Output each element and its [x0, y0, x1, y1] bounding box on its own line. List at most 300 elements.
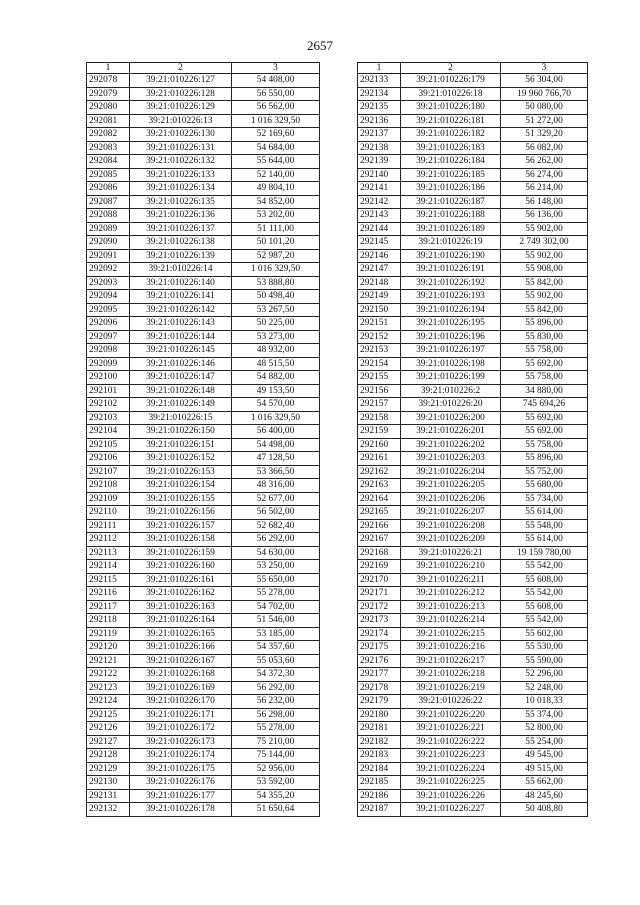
table-row: [358, 74, 588, 88]
value-cell: 55 278,00: [232, 722, 320, 736]
cadastral-number-cell: 39:21:010226:166: [130, 641, 232, 655]
cadastral-number-cell: 39:21:010226:224: [401, 762, 501, 776]
row-number-cell: 292144: [358, 222, 401, 236]
cadastral-number-cell: 39:21:010226:222: [401, 735, 501, 749]
table-row: [358, 803, 588, 817]
row-number-cell: 292093: [87, 276, 130, 290]
row-number-cell: 292105: [87, 438, 130, 452]
cadastral-number-cell: 39:21:010226:127: [130, 74, 232, 88]
row-number-cell: 292170: [358, 573, 401, 587]
value-cell: 75 210,00: [232, 735, 320, 749]
table-row: [87, 627, 320, 641]
row-number-cell: 292131: [87, 789, 130, 803]
row-number-cell: 292112: [87, 533, 130, 547]
header-row: [87, 63, 320, 74]
column-header-2: 2: [130, 63, 232, 74]
table-row: [87, 74, 320, 88]
value-cell: 55 530,00: [501, 641, 588, 655]
table-row: [358, 614, 588, 628]
cadastral-number-cell: 39:21:010226:192: [401, 276, 501, 290]
row-number-cell: 292120: [87, 641, 130, 655]
table-row: [87, 546, 320, 560]
table-row: [87, 182, 320, 196]
table-row: [87, 492, 320, 506]
value-cell: 51 650,64: [232, 803, 320, 817]
row-number-cell: 292175: [358, 641, 401, 655]
cadastral-number-cell: 39:21:010226:189: [401, 222, 501, 236]
table-row: [87, 762, 320, 776]
value-cell: 55 908,00: [501, 263, 588, 277]
row-number-cell: 292096: [87, 317, 130, 331]
table-row: [358, 506, 588, 520]
table-row: [358, 654, 588, 668]
value-cell: 53 273,00: [232, 330, 320, 344]
row-number-cell: 292091: [87, 249, 130, 263]
table-row: [358, 303, 588, 317]
cadastral-number-cell: 39:21:010226:152: [130, 452, 232, 466]
table-row: [87, 560, 320, 574]
value-cell: 55 896,00: [501, 452, 588, 466]
table-row: [87, 114, 320, 128]
row-number-cell: 292081: [87, 114, 130, 128]
cadastral-number-cell: 39:21:010226:201: [401, 425, 501, 439]
row-number-cell: 292108: [87, 479, 130, 493]
cadastral-number-cell: 39:21:010226:225: [401, 776, 501, 790]
value-cell: 55 254,00: [501, 735, 588, 749]
row-number-cell: 292160: [358, 438, 401, 452]
cadastral-number-cell: 39:21:010226:213: [401, 600, 501, 614]
cadastral-number-cell: 39:21:010226:195: [401, 317, 501, 331]
cadastral-number-cell: 39:21:010226:187: [401, 195, 501, 209]
row-number-cell: 292140: [358, 168, 401, 182]
value-cell: 54 357,60: [232, 641, 320, 655]
table-row: [87, 654, 320, 668]
cadastral-number-cell: 39:21:010226:170: [130, 695, 232, 709]
cadastral-number-cell: 39:21:010226:181: [401, 114, 501, 128]
table-row: [87, 641, 320, 655]
cadastral-number-cell: 39:21:010226:136: [130, 209, 232, 223]
cadastral-number-cell: 39:21:010226:135: [130, 195, 232, 209]
value-cell: 55 692,00: [501, 411, 588, 425]
value-cell: 52 677,00: [232, 492, 320, 506]
row-number-cell: 292185: [358, 776, 401, 790]
cadastral-number-cell: 39:21:010226:21: [401, 546, 501, 560]
value-cell: 55 614,00: [501, 506, 588, 520]
table-row: [358, 438, 588, 452]
cadastral-number-cell: 39:21:010226:205: [401, 479, 501, 493]
row-number-cell: 292097: [87, 330, 130, 344]
value-cell: 56 304,00: [501, 74, 588, 88]
cadastral-number-cell: 39:21:010226:217: [401, 654, 501, 668]
row-number-cell: 292169: [358, 560, 401, 574]
table-row: [358, 789, 588, 803]
table-row: [358, 195, 588, 209]
row-number-cell: 292145: [358, 236, 401, 250]
table-row: [358, 708, 588, 722]
table-row: [358, 114, 588, 128]
value-cell: 56 082,00: [501, 141, 588, 155]
row-number-cell: 292149: [358, 290, 401, 304]
cadastral-number-cell: 39:21:010226:154: [130, 479, 232, 493]
value-cell: 52 248,00: [501, 681, 588, 695]
row-number-cell: 292079: [87, 87, 130, 101]
value-cell: 55 842,00: [501, 276, 588, 290]
table-row: [87, 317, 320, 331]
row-number-cell: 292117: [87, 600, 130, 614]
table-row: [87, 276, 320, 290]
cadastral-number-cell: 39:21:010226:219: [401, 681, 501, 695]
table-row: [358, 735, 588, 749]
value-cell: 56 148,00: [501, 195, 588, 209]
row-number-cell: 292121: [87, 654, 130, 668]
cadastral-number-cell: 39:21:010226:172: [130, 722, 232, 736]
cadastral-number-cell: 39:21:010226:22: [401, 695, 501, 709]
cadastral-number-cell: 39:21:010226:144: [130, 330, 232, 344]
row-number-cell: 292102: [87, 398, 130, 412]
value-cell: 55 752,00: [501, 465, 588, 479]
table-row: [358, 87, 588, 101]
cadastral-number-cell: 39:21:010226:202: [401, 438, 501, 452]
cadastral-number-cell: 39:21:010226:185: [401, 168, 501, 182]
row-number-cell: 292139: [358, 155, 401, 169]
cadastral-number-cell: 39:21:010226:193: [401, 290, 501, 304]
cadastral-number-cell: 39:21:010226:200: [401, 411, 501, 425]
table-row: [358, 533, 588, 547]
value-cell: 55 902,00: [501, 222, 588, 236]
value-cell: 55 758,00: [501, 371, 588, 385]
table-row: [87, 209, 320, 223]
row-number-cell: 292162: [358, 465, 401, 479]
table-row: [358, 681, 588, 695]
value-cell: 55 650,00: [232, 573, 320, 587]
row-number-cell: 292134: [358, 87, 401, 101]
row-number-cell: 292133: [358, 74, 401, 88]
table-row: [87, 600, 320, 614]
cadastral-number-cell: 39:21:010226:149: [130, 398, 232, 412]
table-row: [358, 762, 588, 776]
value-cell: 55 644,00: [232, 155, 320, 169]
cadastral-number-cell: 39:21:010226:177: [130, 789, 232, 803]
table-row: [358, 452, 588, 466]
cadastral-number-cell: 39:21:010226:151: [130, 438, 232, 452]
cadastral-number-cell: 39:21:010226:141: [130, 290, 232, 304]
value-cell: 56 232,00: [232, 695, 320, 709]
cadastral-number-cell: 39:21:010226:188: [401, 209, 501, 223]
row-number-cell: 292088: [87, 209, 130, 223]
cadastral-number-cell: 39:21:010226:207: [401, 506, 501, 520]
row-number-cell: 292082: [87, 128, 130, 142]
row-number-cell: 292154: [358, 357, 401, 371]
cadastral-number-cell: 39:21:010226:175: [130, 762, 232, 776]
table-row: [358, 600, 588, 614]
row-number-cell: 292129: [87, 762, 130, 776]
row-number-cell: 292130: [87, 776, 130, 790]
value-cell: 49 515,00: [501, 762, 588, 776]
value-cell: 50 408,80: [501, 803, 588, 817]
value-cell: 52 800,00: [501, 722, 588, 736]
row-number-cell: 292104: [87, 425, 130, 439]
value-cell: 19 159 780,00: [501, 546, 588, 560]
row-number-cell: 292125: [87, 708, 130, 722]
row-number-cell: 292138: [358, 141, 401, 155]
value-cell: 55 602,00: [501, 627, 588, 641]
table-row: [358, 209, 588, 223]
table-row: [87, 776, 320, 790]
value-cell: 53 202,00: [232, 209, 320, 223]
table-row: [87, 722, 320, 736]
page-number: 2657: [307, 38, 333, 53]
value-cell: 48 316,00: [232, 479, 320, 493]
row-number-cell: 292092: [87, 263, 130, 277]
cadastral-number-cell: 39:21:010226:2: [401, 384, 501, 398]
row-number-cell: 292174: [358, 627, 401, 641]
cadastral-number-cell: 39:21:010226:153: [130, 465, 232, 479]
row-number-cell: 292165: [358, 506, 401, 520]
row-number-cell: 292124: [87, 695, 130, 709]
value-cell: 34 880,00: [501, 384, 588, 398]
cadastral-number-cell: 39:21:010226:214: [401, 614, 501, 628]
row-number-cell: 292122: [87, 668, 130, 682]
cadastral-number-cell: 39:21:010226:211: [401, 573, 501, 587]
row-number-cell: 292136: [358, 114, 401, 128]
cadastral-number-cell: 39:21:010226:194: [401, 303, 501, 317]
table-row: [87, 695, 320, 709]
cadastral-number-cell: 39:21:010226:198: [401, 357, 501, 371]
row-number-cell: 292186: [358, 789, 401, 803]
row-number-cell: 292142: [358, 195, 401, 209]
row-number-cell: 292147: [358, 263, 401, 277]
row-number-cell: 292182: [358, 735, 401, 749]
table-row: [87, 533, 320, 547]
cadastral-number-cell: 39:21:010226:215: [401, 627, 501, 641]
row-number-cell: 292111: [87, 519, 130, 533]
value-cell: 53 592,00: [232, 776, 320, 790]
table-row: [358, 317, 588, 331]
cadastral-number-cell: 39:21:010226:226: [401, 789, 501, 803]
value-cell: 55 608,00: [501, 600, 588, 614]
value-cell: 53 366,50: [232, 465, 320, 479]
value-cell: 55 830,00: [501, 330, 588, 344]
cadastral-number-cell: 39:21:010226:19: [401, 236, 501, 250]
table-header: [87, 63, 320, 74]
cadastral-number-cell: 39:21:010226:169: [130, 681, 232, 695]
table-row: [87, 573, 320, 587]
cadastral-number-cell: 39:21:010226:138: [130, 236, 232, 250]
table-row: [358, 168, 588, 182]
row-number-cell: 292123: [87, 681, 130, 695]
value-cell: 53 888,80: [232, 276, 320, 290]
cadastral-number-cell: 39:21:010226:134: [130, 182, 232, 196]
table-row: [87, 101, 320, 115]
row-number-cell: 292116: [87, 587, 130, 601]
register-table-left: [86, 62, 320, 817]
table-row: [87, 344, 320, 358]
value-cell: 47 128,50: [232, 452, 320, 466]
column-header-1: 1: [87, 63, 130, 74]
row-number-cell: 292132: [87, 803, 130, 817]
cadastral-number-cell: 39:21:010226:163: [130, 600, 232, 614]
cadastral-number-cell: 39:21:010226:146: [130, 357, 232, 371]
value-cell: 745 694,26: [501, 398, 588, 412]
table-row: [358, 425, 588, 439]
value-cell: 56 502,00: [232, 506, 320, 520]
value-cell: 48 515,50: [232, 357, 320, 371]
row-number-cell: 292095: [87, 303, 130, 317]
value-cell: 55 590,00: [501, 654, 588, 668]
cadastral-number-cell: 39:21:010226:223: [401, 749, 501, 763]
table-row: [358, 263, 588, 277]
cadastral-number-cell: 39:21:010226:156: [130, 506, 232, 520]
cadastral-number-cell: 39:21:010226:184: [401, 155, 501, 169]
row-number-cell: 292126: [87, 722, 130, 736]
row-number-cell: 292161: [358, 452, 401, 466]
table-row: [87, 452, 320, 466]
row-number-cell: 292146: [358, 249, 401, 263]
cadastral-number-cell: 39:21:010226:190: [401, 249, 501, 263]
row-number-cell: 292103: [87, 411, 130, 425]
table-row: [358, 641, 588, 655]
value-cell: 56 292,00: [232, 533, 320, 547]
value-cell: 55 278,00: [232, 587, 320, 601]
row-number-cell: 292181: [358, 722, 401, 736]
table-row: [358, 249, 588, 263]
table-row: [87, 668, 320, 682]
column-header-2: 2: [401, 63, 501, 74]
value-cell: 53 250,00: [232, 560, 320, 574]
cadastral-number-cell: 39:21:010226:157: [130, 519, 232, 533]
row-number-cell: 292135: [358, 101, 401, 115]
cadastral-number-cell: 39:21:010226:142: [130, 303, 232, 317]
row-number-cell: 292164: [358, 492, 401, 506]
table-row: [87, 614, 320, 628]
value-cell: 54 570,00: [232, 398, 320, 412]
table-row: [87, 128, 320, 142]
row-number-cell: 292157: [358, 398, 401, 412]
value-cell: 49 804,10: [232, 182, 320, 196]
row-number-cell: 292173: [358, 614, 401, 628]
cadastral-number-cell: 39:21:010226:18: [401, 87, 501, 101]
row-number-cell: 292152: [358, 330, 401, 344]
value-cell: 54 355,20: [232, 789, 320, 803]
row-number-cell: 292086: [87, 182, 130, 196]
value-cell: 54 630,00: [232, 546, 320, 560]
value-cell: 55 842,00: [501, 303, 588, 317]
table-row: [87, 303, 320, 317]
row-number-cell: 292113: [87, 546, 130, 560]
table-row: [358, 776, 588, 790]
table-row: [358, 668, 588, 682]
register-table-right: [357, 62, 588, 817]
table-row: [358, 357, 588, 371]
table-row: [87, 438, 320, 452]
row-number-cell: 292143: [358, 209, 401, 223]
row-number-cell: 292115: [87, 573, 130, 587]
cadastral-number-cell: 39:21:010226:197: [401, 344, 501, 358]
table-row: [358, 749, 588, 763]
cadastral-number-cell: 39:21:010226:179: [401, 74, 501, 88]
value-cell: 55 758,00: [501, 344, 588, 358]
cadastral-number-cell: 39:21:010226:183: [401, 141, 501, 155]
value-cell: 55 542,00: [501, 614, 588, 628]
cadastral-number-cell: 39:21:010226:143: [130, 317, 232, 331]
table-row: [358, 344, 588, 358]
table-row: [87, 384, 320, 398]
value-cell: 52 987,20: [232, 249, 320, 263]
row-number-cell: 292107: [87, 465, 130, 479]
row-number-cell: 292083: [87, 141, 130, 155]
value-cell: 56 298,00: [232, 708, 320, 722]
table-body: [358, 74, 588, 817]
table-row: [358, 546, 588, 560]
row-number-cell: 292119: [87, 627, 130, 641]
row-number-cell: 292184: [358, 762, 401, 776]
row-number-cell: 292159: [358, 425, 401, 439]
row-number-cell: 292085: [87, 168, 130, 182]
value-cell: 50 225,00: [232, 317, 320, 331]
value-cell: 56 400,00: [232, 425, 320, 439]
table-row: [358, 695, 588, 709]
row-number-cell: 292141: [358, 182, 401, 196]
table-row: [87, 411, 320, 425]
value-cell: 53 185,00: [232, 627, 320, 641]
value-cell: 52 296,00: [501, 668, 588, 682]
cadastral-number-cell: 39:21:010226:148: [130, 384, 232, 398]
table-row: [358, 384, 588, 398]
cadastral-number-cell: 39:21:010226:158: [130, 533, 232, 547]
cadastral-number-cell: 39:21:010226:159: [130, 546, 232, 560]
cadastral-number-cell: 39:21:010226:130: [130, 128, 232, 142]
cadastral-number-cell: 39:21:010226:204: [401, 465, 501, 479]
row-number-cell: 292155: [358, 371, 401, 385]
row-number-cell: 292163: [358, 479, 401, 493]
value-cell: 52 140,00: [232, 168, 320, 182]
value-cell: 48 245,60: [501, 789, 588, 803]
cadastral-number-cell: 39:21:010226:174: [130, 749, 232, 763]
value-cell: 55 542,00: [501, 587, 588, 601]
cadastral-number-cell: 39:21:010226:203: [401, 452, 501, 466]
column-header-3: 3: [232, 63, 320, 74]
value-cell: 55 053,60: [232, 654, 320, 668]
table-row: [87, 789, 320, 803]
cadastral-number-cell: 39:21:010226:128: [130, 87, 232, 101]
value-cell: 55 902,00: [501, 290, 588, 304]
value-cell: 54 498,00: [232, 438, 320, 452]
row-number-cell: 292171: [358, 587, 401, 601]
cadastral-number-cell: 39:21:010226:173: [130, 735, 232, 749]
row-number-cell: 292156: [358, 384, 401, 398]
table-header: [358, 63, 588, 74]
value-cell: 54 882,00: [232, 371, 320, 385]
row-number-cell: 292183: [358, 749, 401, 763]
cadastral-number-cell: 39:21:010226:139: [130, 249, 232, 263]
value-cell: 55 608,00: [501, 573, 588, 587]
cadastral-number-cell: 39:21:010226:210: [401, 560, 501, 574]
column-header-3: 3: [501, 63, 588, 74]
row-number-cell: 292100: [87, 371, 130, 385]
table-row: [87, 506, 320, 520]
row-number-cell: 292176: [358, 654, 401, 668]
value-cell: 55 692,00: [501, 357, 588, 371]
table-row: [87, 708, 320, 722]
cadastral-number-cell: 39:21:010226:167: [130, 654, 232, 668]
value-cell: 52 956,00: [232, 762, 320, 776]
value-cell: 54 408,00: [232, 74, 320, 88]
table-row: [87, 141, 320, 155]
table-row: [358, 182, 588, 196]
table-row: [87, 479, 320, 493]
cadastral-number-cell: 39:21:010226:221: [401, 722, 501, 736]
row-number-cell: 292084: [87, 155, 130, 169]
